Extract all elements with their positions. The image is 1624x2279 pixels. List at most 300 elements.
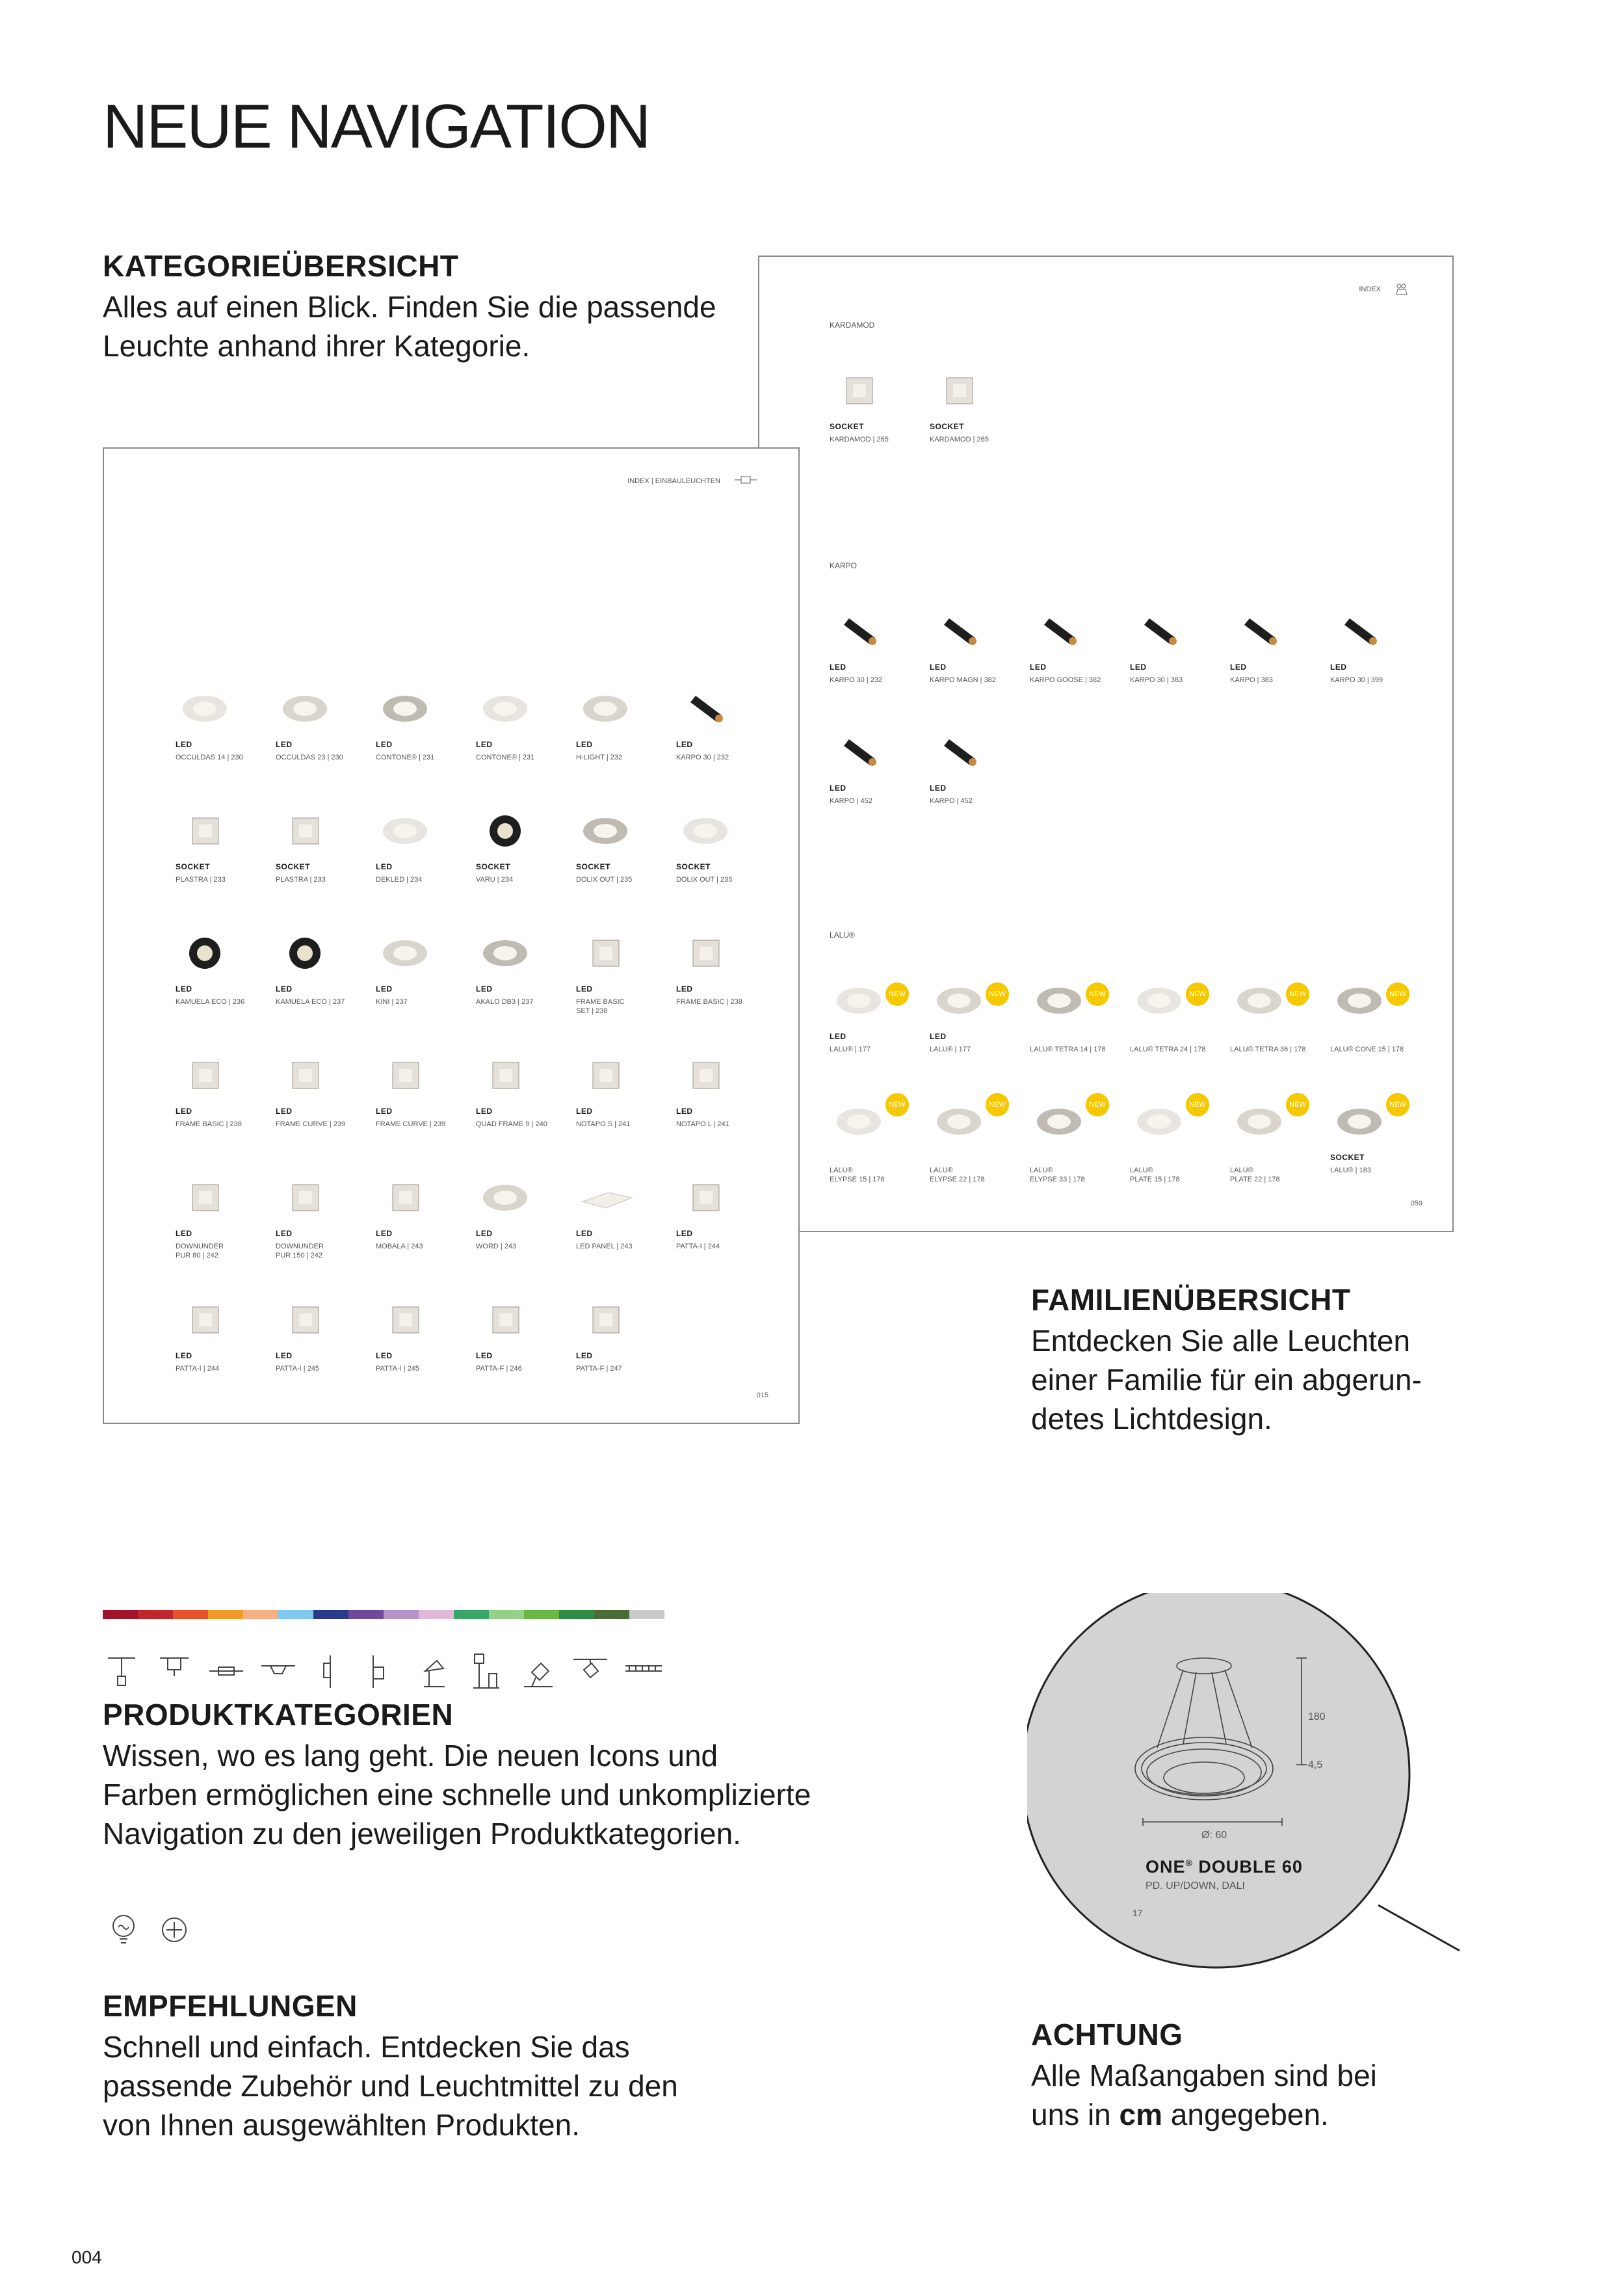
product-thumbnail [576, 1178, 635, 1217]
section-heading: PRODUKTKATEGORIEN [103, 1698, 454, 1732]
color-swatch [559, 1610, 594, 1619]
new-badge: NEW [1286, 1093, 1309, 1116]
led-badge: LED [376, 984, 393, 994]
led-badge: LED [930, 784, 947, 793]
wall-icon [324, 1655, 330, 1688]
detail-page-number: 17 [1133, 1908, 1143, 1918]
product-caption: WORD | 243 [476, 1243, 517, 1250]
product-thumbnail [676, 689, 735, 728]
led-badge [1030, 1032, 1114, 1041]
color-swatch [103, 1610, 138, 1619]
product-thumbnail [830, 1102, 888, 1141]
color-swatch [208, 1610, 243, 1619]
product-caption: KAMUELA ECO | 236 [176, 998, 245, 1006]
section-text: detes Lichtdesign. [1031, 1402, 1272, 1436]
color-swatch [348, 1610, 384, 1619]
color-swatch [278, 1610, 313, 1619]
led-badge: LED [476, 1351, 493, 1360]
product-card[interactable] [576, 934, 661, 1016]
downlight-icon [261, 1666, 295, 1674]
product-card[interactable] [930, 371, 1014, 444]
new-badge: NEW [1086, 982, 1109, 1006]
led-badge: LED [176, 1229, 192, 1238]
track-icon [573, 1659, 607, 1678]
led-badge: LED [1230, 663, 1247, 672]
section-text: einer Familie für ein abgerun- [1031, 1363, 1422, 1397]
product-caption: KARPO 30 | 232 [830, 676, 883, 684]
new-badge: NEW [1186, 982, 1209, 1006]
product-thumbnail [276, 1178, 334, 1217]
product-card[interactable] [476, 934, 560, 1007]
spot-icon [524, 1663, 553, 1687]
product-thumbnail [476, 1178, 534, 1217]
page-number: 059 [1410, 1200, 1422, 1207]
product-caption: DOLIX OUT | 235 [576, 876, 633, 884]
product-caption: LALU® TETRA 14 | 178 [1030, 1046, 1106, 1053]
new-badge: NEW [1386, 1093, 1409, 1116]
category-color-bar [103, 1610, 664, 1619]
led-badge: LED [276, 740, 293, 749]
product-thumbnail [830, 733, 888, 772]
product-caption: DOWNUNDER PUR 80 | 242 [176, 1243, 224, 1259]
socket-badge: SOCKET [576, 862, 611, 871]
new-badge: NEW [885, 982, 909, 1006]
product-card[interactable] [376, 1178, 460, 1251]
color-swatch [454, 1610, 489, 1619]
product-caption: DOLIX OUT | 235 [676, 876, 733, 884]
product-card[interactable] [376, 1056, 460, 1129]
product-card[interactable] [576, 1300, 661, 1373]
led-badge: LED [576, 984, 593, 994]
product-card[interactable] [176, 811, 260, 884]
product-caption: LALU® ELYPSE 15 | 178 [830, 1166, 885, 1183]
product-caption: LALU® ELYPSE 33 | 178 [1030, 1166, 1085, 1183]
product-card[interactable] [476, 1178, 560, 1251]
product-card[interactable] [1330, 612, 1415, 685]
product-caption: PATTA-I | 244 [676, 1243, 720, 1250]
recessed-icon [735, 475, 757, 485]
product-card[interactable] [276, 811, 360, 884]
product-thumbnail [176, 1300, 234, 1339]
product-caption: DOWNUNDER PUR 150 | 242 [276, 1243, 324, 1259]
wall-lamp-icon [373, 1655, 384, 1688]
product-thumbnail [376, 1178, 434, 1217]
product-thumbnail [1130, 981, 1188, 1020]
led-badge [1130, 1153, 1214, 1162]
product-card[interactable] [376, 689, 460, 762]
family-label: LALU® [830, 930, 855, 940]
product-caption: KAMUELA ECO | 237 [276, 998, 345, 1006]
product-caption: OCCULDAS 23 | 230 [276, 754, 343, 761]
product-card[interactable] [830, 733, 914, 806]
product-card[interactable] [476, 1056, 560, 1129]
product-card[interactable] [676, 934, 761, 1007]
color-swatch [243, 1610, 278, 1619]
product-caption: PATTA-I | 245 [276, 1365, 320, 1373]
socket-badge: SOCKET [1330, 1153, 1365, 1162]
product-caption: KINI | 237 [376, 998, 408, 1006]
product-caption: LALU® PLATE 22 | 178 [1230, 1166, 1280, 1183]
product-thumbnail [176, 689, 234, 728]
table-lamp-icon [424, 1661, 445, 1687]
product-caption: LALU® | 183 [1330, 1166, 1371, 1174]
led-badge: LED [476, 740, 493, 749]
color-swatch [629, 1610, 664, 1619]
product-card[interactable] [276, 934, 360, 1007]
socket-badge: SOCKET [276, 862, 311, 871]
product-card[interactable] [176, 689, 260, 762]
bulb-icon [113, 1916, 134, 1943]
product-caption: AKALO DB3 | 237 [476, 998, 534, 1006]
product-thumbnail [176, 934, 234, 973]
product-caption: KARPO 30 | 383 [1130, 676, 1183, 684]
product-thumbnail [1330, 1102, 1389, 1141]
recessed-icon [209, 1667, 243, 1675]
new-badge: NEW [1286, 982, 1309, 1006]
section-heading: KATEGORIEÜBERSICHT [103, 249, 459, 283]
new-badge: NEW [885, 1093, 909, 1116]
recommend-icons [109, 1913, 187, 1947]
section-text: Farben ermöglichen eine schnelle und unkomplizierte [103, 1778, 811, 1811]
section-heading: FAMILIENÜBERSICHT [1031, 1283, 1351, 1317]
socket-badge: SOCKET [930, 422, 965, 431]
product-thumbnail [276, 811, 334, 850]
product-thumbnail [376, 1300, 434, 1339]
product-thumbnail [576, 934, 635, 973]
product-thumbnail [1030, 612, 1088, 651]
section-text: Leuchte anhand ihrer Kategorie. [103, 329, 530, 363]
product-card[interactable] [576, 811, 661, 884]
product-card[interactable] [1030, 612, 1114, 685]
page-header: INDEX [1359, 285, 1381, 293]
led-badge: LED [576, 1107, 593, 1116]
product-thumbnail [1330, 981, 1389, 1020]
product-thumbnail [1130, 612, 1188, 651]
led-badge: LED [376, 862, 393, 871]
family-label: KARPO [830, 561, 858, 570]
led-badge: LED [576, 1351, 593, 1360]
product-thumbnail [476, 689, 534, 728]
product-caption: LALU® CONE 15 | 178 [1330, 1046, 1404, 1053]
section-achtung [1031, 2017, 1377, 2134]
section-text: passende Zubehör und Leuchtmittel zu den [103, 2069, 678, 2103]
product-thumbnail [176, 811, 234, 850]
product-card[interactable] [676, 689, 761, 762]
product-caption: QUAD FRAME 9 | 240 [476, 1120, 547, 1128]
led-badge [830, 1153, 914, 1162]
section-text: Wissen, wo es lang geht. Die neuen Icons und [103, 1739, 718, 1772]
product-card[interactable] [276, 1300, 360, 1373]
product-thumbnail [930, 981, 988, 1020]
product-card[interactable] [276, 1056, 360, 1129]
product-thumbnail [1030, 981, 1088, 1020]
product-thumbnail [576, 1300, 635, 1339]
product-caption: H-LIGHT | 232 [576, 754, 623, 761]
new-badge: NEW [1386, 982, 1409, 1006]
led-badge: LED [376, 1107, 393, 1116]
product-thumbnail [676, 1056, 735, 1095]
product-thumbnail [1130, 1102, 1188, 1141]
led-badge: LED [1330, 663, 1347, 672]
product-caption: FRAME BASIC SET | 238 [576, 998, 625, 1015]
product-card[interactable] [576, 1056, 661, 1129]
led-badge: LED [176, 1107, 192, 1116]
product-caption: KARPO 30 | 232 [676, 754, 729, 761]
product-caption: FRAME CURVE | 239 [276, 1120, 346, 1128]
product-thumbnail [830, 371, 888, 410]
product-thumbnail [930, 1102, 988, 1141]
product-thumbnail [676, 811, 735, 850]
section-text: Navigation zu den jeweiligen Produktkategorien. [103, 1817, 741, 1851]
led-badge: LED [376, 1229, 393, 1238]
product-thumbnail [476, 1300, 534, 1339]
led-badge: LED [1130, 663, 1147, 672]
category-icons-row [103, 1652, 664, 1691]
product-thumbnail [1230, 981, 1289, 1020]
led-badge [1130, 1032, 1214, 1041]
dimension-small: 4,5 [1308, 1759, 1323, 1771]
product-thumbnail [1230, 1102, 1289, 1141]
product-caption: KARPO | 383 [1230, 676, 1273, 684]
product-thumbnail [476, 1056, 534, 1095]
product-caption: KARPO | 452 [830, 797, 872, 805]
product-card[interactable] [930, 612, 1014, 685]
product-caption: LALU® | 177 [830, 1046, 871, 1053]
product-caption: KARPO GOOSE | 382 [1030, 676, 1101, 684]
led-badge [1230, 1032, 1315, 1041]
product-caption: FRAME BASIC | 238 [676, 998, 742, 1006]
plus-circle-icon [163, 1918, 186, 1942]
product-caption: CONTONE® | 231 [476, 754, 535, 761]
product-card[interactable] [176, 1056, 260, 1129]
color-swatch [489, 1610, 524, 1619]
led-badge: LED [676, 1107, 693, 1116]
color-swatch [384, 1610, 419, 1619]
product-caption: PATTA-I | 244 [176, 1365, 220, 1373]
new-badge: NEW [986, 1093, 1009, 1116]
product-sub: PD. UP/DOWN, DALI [1146, 1880, 1245, 1891]
product-thumbnail [276, 934, 334, 973]
product-thumbnail [930, 612, 988, 651]
color-swatch [313, 1610, 348, 1619]
ceiling-pendant-icon [108, 1658, 135, 1685]
product-caption: LED PANEL | 243 [576, 1243, 633, 1250]
product-caption: KARDAMOD | 265 [930, 436, 989, 443]
product-caption: LALU® TETRA 24 | 178 [1130, 1046, 1206, 1053]
product-thumbnail [376, 811, 434, 850]
led-badge: LED [376, 1351, 393, 1360]
product-card[interactable] [276, 689, 360, 762]
product-card[interactable] [676, 1056, 761, 1129]
new-badge: NEW [986, 982, 1009, 1006]
product-thumbnail [1230, 612, 1289, 651]
product-card[interactable] [476, 689, 560, 762]
floor-lamp-icon [473, 1654, 499, 1688]
product-caption: VARU | 234 [476, 876, 514, 884]
led-badge: LED [476, 1107, 493, 1116]
product-thumbnail [276, 1056, 334, 1095]
led-badge: LED [176, 984, 192, 994]
product-card[interactable] [276, 1178, 360, 1260]
led-badge: LED [930, 663, 947, 672]
led-badge: LED [276, 984, 293, 994]
product-thumbnail [676, 1178, 735, 1217]
family-icon [1394, 282, 1408, 296]
dimension-diameter: Ø: 60 [1201, 1830, 1227, 1841]
led-badge [1230, 1153, 1315, 1162]
led-badge: LED [676, 1229, 693, 1238]
page-title: NEUE NAVIGATION [103, 92, 650, 161]
product-caption: PLASTRA | 233 [276, 876, 326, 884]
product-thumbnail [376, 689, 434, 728]
led-badge: LED [1030, 663, 1047, 672]
product-caption: PATTA-F | 246 [476, 1365, 522, 1373]
product-caption: PATTA-I | 245 [376, 1365, 420, 1373]
color-swatch [524, 1610, 559, 1619]
product-thumbnail [176, 1056, 234, 1095]
product-thumbnail [576, 1056, 635, 1095]
product-caption: NOTAPO S | 241 [576, 1120, 631, 1128]
section-text: Entdecken Sie alle Leuchten [1031, 1324, 1411, 1358]
section-heading: EMPFEHLUNGEN [103, 1989, 358, 2023]
product-card[interactable] [1230, 612, 1315, 685]
section-kategorie [103, 248, 716, 365]
product-caption: FRAME CURVE | 239 [376, 1120, 446, 1128]
product-caption: OCCULDAS 14 | 230 [176, 754, 243, 761]
product-thumbnail [276, 1300, 334, 1339]
led-badge: LED [830, 784, 846, 793]
section-familie [1031, 1282, 1422, 1438]
product-caption: CONTONE® | 231 [376, 754, 435, 761]
product-card[interactable] [176, 934, 260, 1007]
product-card[interactable] [576, 1178, 661, 1251]
product-caption: LALU® TETRA 36 | 178 [1230, 1046, 1306, 1053]
product-caption: PATTA-F | 247 [576, 1365, 622, 1373]
product-card[interactable] [830, 371, 914, 444]
color-swatch [138, 1610, 173, 1619]
ceiling-surface-icon [160, 1658, 189, 1676]
product-caption: LALU® | 177 [930, 1046, 971, 1053]
product-card[interactable] [930, 733, 1014, 806]
led-badge: LED [830, 663, 846, 672]
detail-magnifier [1027, 1593, 1482, 1983]
led-badge: LED [930, 1032, 947, 1041]
led-badge [930, 1153, 1014, 1162]
product-caption: LALU® PLATE 15 | 178 [1130, 1166, 1180, 1183]
product-caption: PLASTRA | 233 [176, 876, 226, 884]
led-badge [1030, 1153, 1114, 1162]
led-badge: LED [176, 1351, 192, 1360]
section-text: von Ihnen ausgewählten Produkten. [103, 2108, 580, 2142]
product-card[interactable] [676, 1178, 761, 1251]
catalog-page-category [103, 447, 800, 1424]
page-number: 004 [72, 2247, 102, 2267]
product-caption: KARPO | 452 [930, 797, 973, 805]
led-badge: LED [476, 984, 493, 994]
product-caption: NOTAPO L | 241 [676, 1120, 729, 1128]
product-thumbnail [176, 1178, 234, 1217]
product-card[interactable] [176, 1178, 260, 1260]
new-badge: NEW [1086, 1093, 1109, 1116]
family-label: KARDAMOD [830, 321, 875, 330]
socket-badge: SOCKET [476, 862, 511, 871]
product-thumbnail [376, 934, 434, 973]
strip-icon [625, 1666, 662, 1671]
product-card[interactable] [476, 1300, 560, 1373]
product-card[interactable] [830, 612, 914, 685]
product-caption: MOBALA | 243 [376, 1243, 423, 1250]
socket-badge: SOCKET [676, 862, 711, 871]
led-badge: LED [476, 1229, 493, 1238]
product-card[interactable] [676, 811, 761, 884]
led-badge [1330, 1032, 1415, 1041]
product-thumbnail [930, 733, 988, 772]
product-card[interactable] [376, 811, 460, 884]
section-text: Alles auf einen Blick. Finden Sie die passende [103, 290, 716, 324]
socket-badge: SOCKET [176, 862, 211, 871]
led-badge: LED [376, 740, 393, 749]
page-number: 015 [756, 1391, 768, 1399]
product-caption: KARPO 30 | 399 [1330, 676, 1383, 684]
section-empfehlungen [103, 1988, 678, 2144]
page-header: INDEX | EINBAULEUCHTEN [627, 477, 720, 485]
product-thumbnail [930, 371, 988, 410]
color-swatch [419, 1610, 454, 1619]
product-thumbnail [376, 1056, 434, 1095]
color-swatch [173, 1610, 208, 1619]
product-name: ONE® DOUBLE 60 [1146, 1857, 1303, 1877]
product-thumbnail [476, 811, 534, 850]
led-badge: LED [276, 1351, 293, 1360]
product-thumbnail [830, 981, 888, 1020]
led-badge: LED [276, 1229, 293, 1238]
section-heading: ACHTUNG [1031, 2018, 1183, 2051]
product-caption: KARPO MAGN | 382 [930, 676, 996, 684]
product-card[interactable] [376, 934, 460, 1007]
dimension-height: 180 [1308, 1711, 1326, 1722]
led-badge: LED [576, 740, 593, 749]
catalog-page-family [758, 256, 1454, 1232]
product-card[interactable] [576, 689, 661, 762]
product-caption: KARDAMOD | 265 [830, 436, 889, 443]
product-thumbnail [476, 934, 534, 973]
product-caption: DEKLED | 234 [376, 876, 423, 884]
new-badge: NEW [1186, 1093, 1209, 1116]
product-thumbnail [1330, 612, 1389, 651]
product-caption: FRAME BASIC | 238 [176, 1120, 242, 1128]
product-card[interactable] [376, 1300, 460, 1373]
section-text: Schnell und einfach. Entdecken Sie das [103, 2030, 630, 2064]
led-badge: LED [576, 1229, 593, 1238]
product-thumbnail [830, 612, 888, 651]
product-thumbnail [576, 811, 635, 850]
section-produktkategorien [103, 1697, 811, 1853]
socket-badge: SOCKET [830, 422, 865, 431]
product-card[interactable] [476, 811, 560, 884]
led-badge: LED [176, 740, 192, 749]
product-thumbnail [1030, 1102, 1088, 1141]
product-thumbnail [676, 934, 735, 973]
color-swatch [594, 1610, 629, 1619]
led-badge: LED [276, 1107, 293, 1116]
led-badge: LED [830, 1032, 846, 1041]
led-badge: LED [676, 984, 693, 994]
section-text: uns in cm angegeben. [1031, 2098, 1329, 2131]
led-badge: LED [676, 740, 693, 749]
product-card[interactable] [176, 1300, 260, 1373]
product-thumbnail [576, 689, 635, 728]
product-card[interactable] [1130, 612, 1214, 685]
